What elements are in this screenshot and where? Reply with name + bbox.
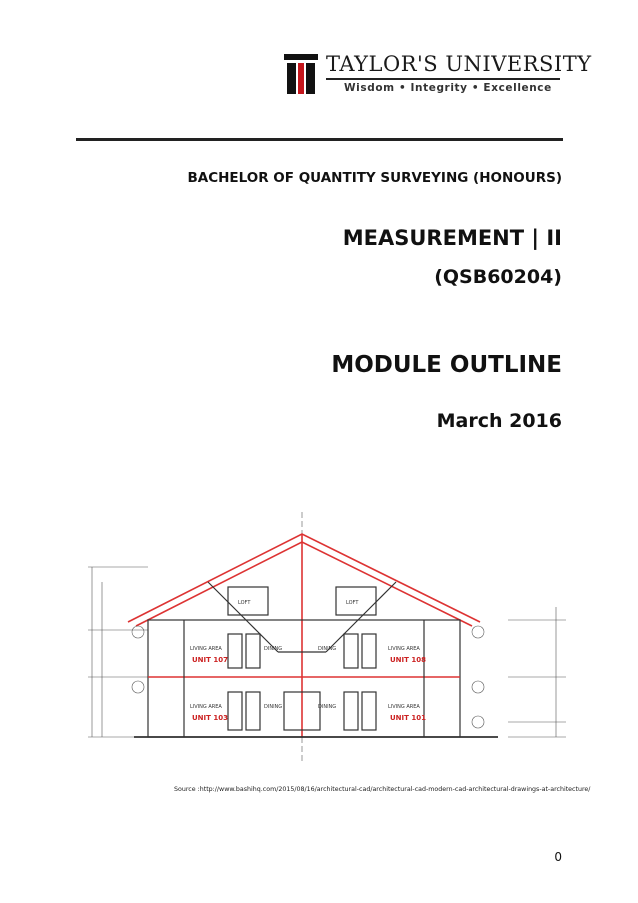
image-source-caption: Source :http://www.bashihq.com/2015/08/16/architectural-cad/architectural-cad-modern-cad-architectural-drawings-at-architecture/ xyxy=(174,786,591,793)
unit-label: UNIT 107 xyxy=(192,656,228,664)
page-number: 0 xyxy=(554,850,562,864)
unit-label: UNIT 103 xyxy=(192,714,228,722)
room-label: LIVING AREA xyxy=(388,704,420,710)
room-label: DINING xyxy=(318,646,337,652)
room-label: LIVING AREA xyxy=(190,704,222,710)
architectural-section-drawing xyxy=(88,512,566,774)
document-date: March 2016 xyxy=(436,410,562,432)
program-title: BACHELOR OF QUANTITY SURVEYING (HONOURS) xyxy=(187,170,562,186)
header-divider xyxy=(76,138,563,141)
university-emblem-icon xyxy=(284,54,318,94)
room-label: DINING xyxy=(264,646,283,652)
logo-divider xyxy=(326,78,560,80)
room-label: LIVING AREA xyxy=(388,646,420,652)
unit-label: UNIT 108 xyxy=(390,656,426,664)
room-label: LOFT xyxy=(238,600,251,606)
university-tagline: Wisdom • Integrity • Excellence xyxy=(344,82,552,94)
module-title: MEASUREMENT | II xyxy=(342,226,562,250)
room-label: DINING xyxy=(318,704,337,710)
room-label: DINING xyxy=(264,704,283,710)
room-label: LIVING AREA xyxy=(190,646,222,652)
module-code: (QSB60204) xyxy=(434,266,562,288)
university-name: TAYLOR'S UNIVERSITY xyxy=(326,52,592,76)
university-logo xyxy=(284,52,592,98)
unit-label: UNIT 101 xyxy=(390,714,426,722)
document-type: MODULE OUTLINE xyxy=(331,352,562,378)
room-label: LOFT xyxy=(346,600,359,606)
